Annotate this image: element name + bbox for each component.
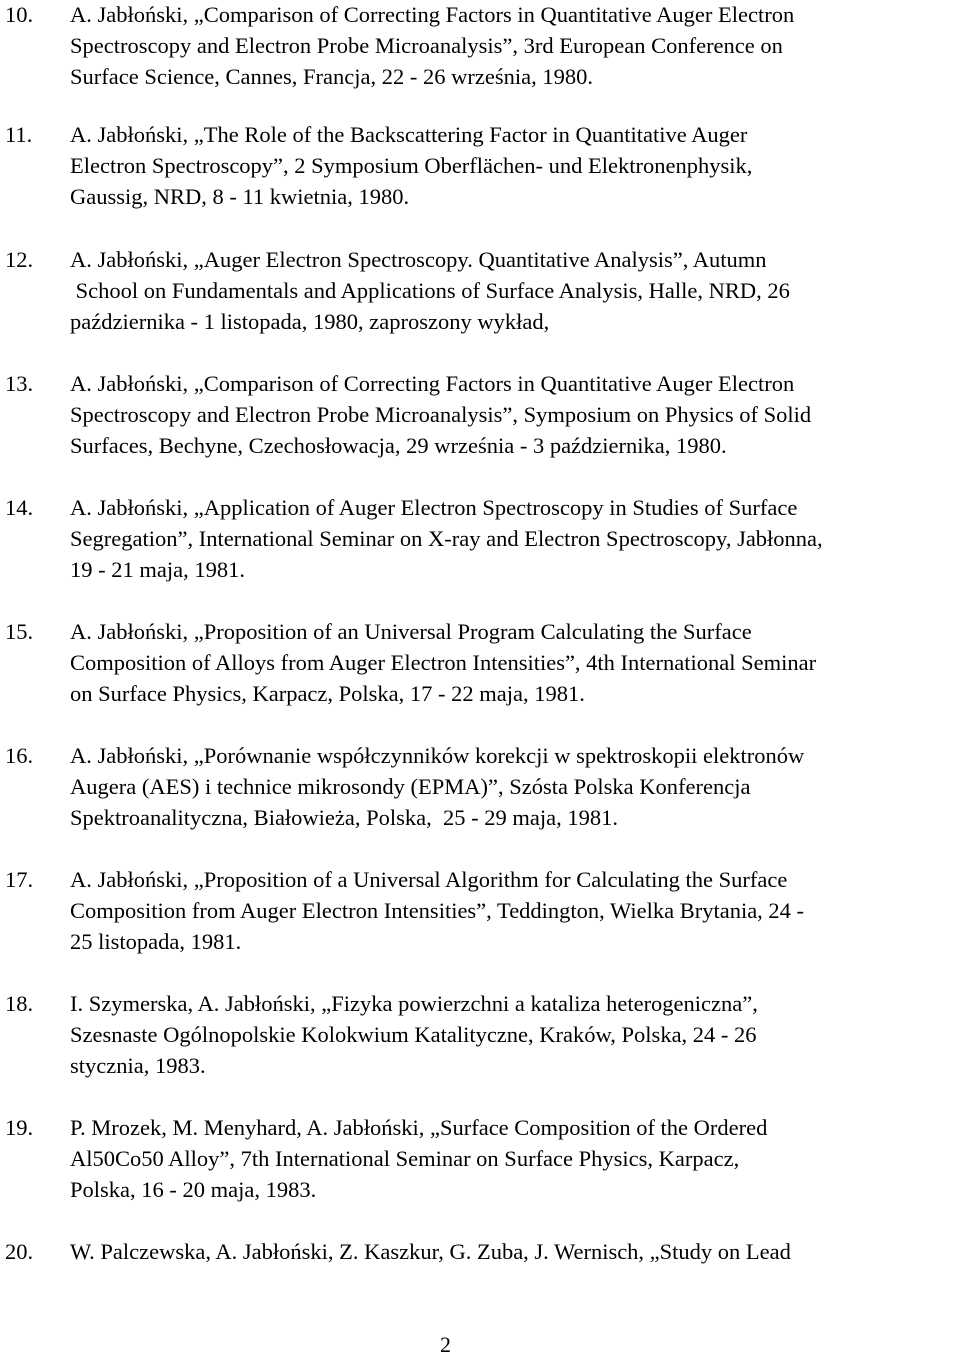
page-number: 2 <box>440 1332 451 1357</box>
entry-line: A. Jabłoński, „Proposition of an Universal Program Calculating the Surface <box>70 619 752 644</box>
entry-line: Surface Science, Cannes, Francja, 22 - 26 września, 1980. <box>70 64 593 89</box>
entry-line: Augera (AES) i technice mikrosondy (EPMA)”, Szósta Polska Konferencja <box>70 774 751 799</box>
entry-number: 19. <box>5 1115 34 1140</box>
entry-line: Composition of Alloys from Auger Electron Intensities”, 4th International Seminar <box>70 650 817 675</box>
entry-number: 10. <box>5 2 34 27</box>
entry-line: Al50Co50 Alloy”, 7th International Seminar on Surface Physics, Karpacz, <box>70 1146 740 1171</box>
entry-line: Polska, 16 - 20 maja, 1983. <box>70 1177 317 1202</box>
entry-number: 13. <box>5 371 34 396</box>
entry-line: 19 - 21 maja, 1981. <box>70 557 245 582</box>
entry-number: 16. <box>5 743 34 768</box>
entry-line: Electron Spectroscopy”, 2 Symposium Oberflächen- und Elektronenphysik, <box>70 153 753 178</box>
entry-number: 12. <box>5 247 34 272</box>
entry-line: Spectroscopy and Electron Probe Microanalysis”, 3rd European Conference on <box>70 33 783 58</box>
entry-line: A. Jabłoński, „Proposition of a Universal Algorithm for Calculating the Surface <box>70 867 788 892</box>
entry-number: 20. <box>5 1239 34 1264</box>
entry-line: P. Mrozek, M. Menyhard, A. Jabłoński, „Surface Composition of the Ordered <box>70 1115 768 1140</box>
entry-line: A. Jabłoński, „The Role of the Backscattering Factor in Quantitative Auger <box>70 122 748 147</box>
entry-line: Segregation”, International Seminar on X-ray and Electron Spectroscopy, Jabłonna, <box>70 526 823 551</box>
entry-number: 14. <box>5 495 34 520</box>
entry-line: A. Jabłoński, „Comparison of Correcting Factors in Quantitative Auger Electron <box>70 371 795 396</box>
entry-line: A. Jabłoński, „Comparison of Correcting Factors in Quantitative Auger Electron <box>70 2 795 27</box>
entry-number: 18. <box>5 991 34 1016</box>
entry-line: Gaussig, NRD, 8 - 11 kwietnia, 1980. <box>70 184 410 209</box>
entry-line: Szesnaste Ogólnopolskie Kolokwium Katalityczne, Kraków, Polska, 24 - 26 <box>70 1022 757 1047</box>
entry-line: W. Palczewska, A. Jabłoński, Z. Kaszkur, G. Zuba, J. Wernisch, „Study on Lead <box>70 1239 791 1264</box>
entry-line: 25 listopada, 1981. <box>70 929 242 954</box>
entry-number: 15. <box>5 619 34 644</box>
entry-line: października - 1 listopada, 1980, zaproszony wykład, <box>70 309 550 334</box>
entry-line: School on Fundamentals and Applications of Surface Analysis, Halle, NRD, 26 <box>70 278 790 303</box>
entry-line: Spektroanalityczna, Białowieża, Polska, 25 - 29 maja, 1981. <box>70 805 618 830</box>
entry-line: Composition from Auger Electron Intensities”, Teddington, Wielka Brytania, 24 - <box>70 898 805 923</box>
entry-line: stycznia, 1983. <box>70 1053 206 1078</box>
entry-line: I. Szymerska, A. Jabłoński, „Fizyka powierzchni a kataliza heterogeniczna”, <box>70 991 758 1016</box>
entry-number: 11. <box>5 122 33 147</box>
entry-line: Surfaces, Bechyne, Czechosłowacja, 29 września - 3 października, 1980. <box>70 433 727 458</box>
entry-number: 17. <box>5 867 34 892</box>
entry-line: A. Jabłoński, „Auger Electron Spectroscopy. Quantitative Analysis”, Autumn <box>70 247 767 272</box>
entry-line: A. Jabłoński, „Application of Auger Electron Spectroscopy in Studies of Surface <box>70 495 798 520</box>
entry-line: on Surface Physics, Karpacz, Polska, 17 - 22 maja, 1981. <box>70 681 585 706</box>
entry-line: A. Jabłoński, „Porównanie współczynników korekcji w spektroskopii elektronów <box>70 743 805 768</box>
entry-line: Spectroscopy and Electron Probe Microanalysis”, Symposium on Physics of Solid <box>70 402 812 427</box>
